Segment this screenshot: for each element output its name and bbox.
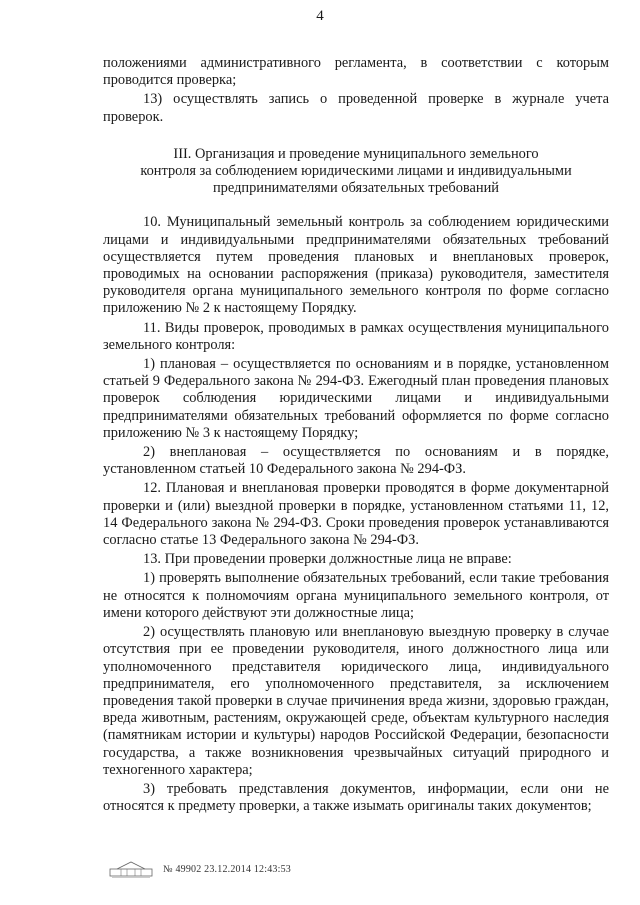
paragraph: 3) требовать представления документов, информации, если они не относятся к предмету проверки, а также изымать оригиналы таких документов; bbox=[103, 780, 609, 815]
paragraph: 10. Муниципальный земельный контроль за соблюдением юридическими лицами и индивидуальными предпринимателями обязательных требований осуществляется путем проведения плановых и внеплановых проверок, проводимых на основании распоряжения (приказа) руководителя, заместителя руководителя органа муниципального земельного контроля по форме согласно приложению № 2 к настоящему Порядку. bbox=[103, 214, 609, 317]
paragraph: положениями административного регламента, в соответствии с которым проводится проверка; bbox=[103, 55, 609, 89]
paragraph: 1) проверять выполнение обязательных требований, если такие требования не относятся к полномочиям органа муниципального земельного контроля, от имени которого действуют эти должностные лица; bbox=[103, 570, 609, 621]
paragraph: 1) плановая – осуществляется по основаниям и в порядке, установленном статьей 9 Федерального закона № 294-ФЗ. Ежегодный план проведения плановых проверок соблюдения юридическими лицами и индивидуальными предпринимателями обязательных требований оформляется по форме согласно приложению № 3 к настоящему Порядку; bbox=[103, 356, 609, 441]
document-footer bbox=[109, 859, 291, 879]
paragraph: 12. Плановая и внеплановая проверки проводятся в форме документарной проверки и (или) выездной проверки в порядке, установленном статьями 11, 12, 14 Федерального закона № 294-ФЗ. Сроки проведения проверок устанавливаются согласно статье 13 Федерального закона № 294-ФЗ. bbox=[103, 480, 609, 549]
paragraph: 13) осуществлять запись о проведенной проверке в журнале учета проверок. bbox=[103, 91, 609, 125]
section-heading-line: контроля за соблюдением юридическими лицами и индивидуальными bbox=[140, 163, 572, 180]
paragraph: 2) внеплановая – осуществляется по основаниям и в порядке, установленном статьей 10 Федерального закона № 294-ФЗ. bbox=[103, 444, 609, 478]
paragraph: 11. Виды проверок, проводимых в рамках осуществления муниципального земельного контроля: bbox=[103, 319, 609, 353]
section-heading bbox=[103, 146, 609, 198]
document-body bbox=[103, 55, 609, 815]
page-number: 4 bbox=[316, 8, 324, 24]
registry-seal-icon bbox=[109, 860, 153, 878]
paragraph: 13. При проведении проверки должностные лица не вправе: bbox=[143, 551, 512, 568]
paragraph: 2) осуществлять плановую или внеплановую выездную проверку в случае отсутствия при ее проведении руководителя, иного должностного лица или уполномоченного представителя юридического лица, индивидуального предпринимателя, его уполномоченного представителя, за исключением проведения такой проверки в случае причинения вреда жизни, здоровью граждан, вреда животным, растениям, окружающей среде, объектам культурного наследия (памятникам истории и культуры) народов Российской Федерации, безопасности государства, а также возникновения чрезвычайных ситуаций природного и техногенного характера; bbox=[103, 624, 609, 778]
document-registration-number: № 49902 23.12.2014 12:43:53 bbox=[163, 863, 291, 875]
section-heading-line: предпринимателями обязательных требований bbox=[212, 180, 500, 197]
section-heading-line: III. Организация и проведение муниципального земельного bbox=[173, 145, 539, 162]
